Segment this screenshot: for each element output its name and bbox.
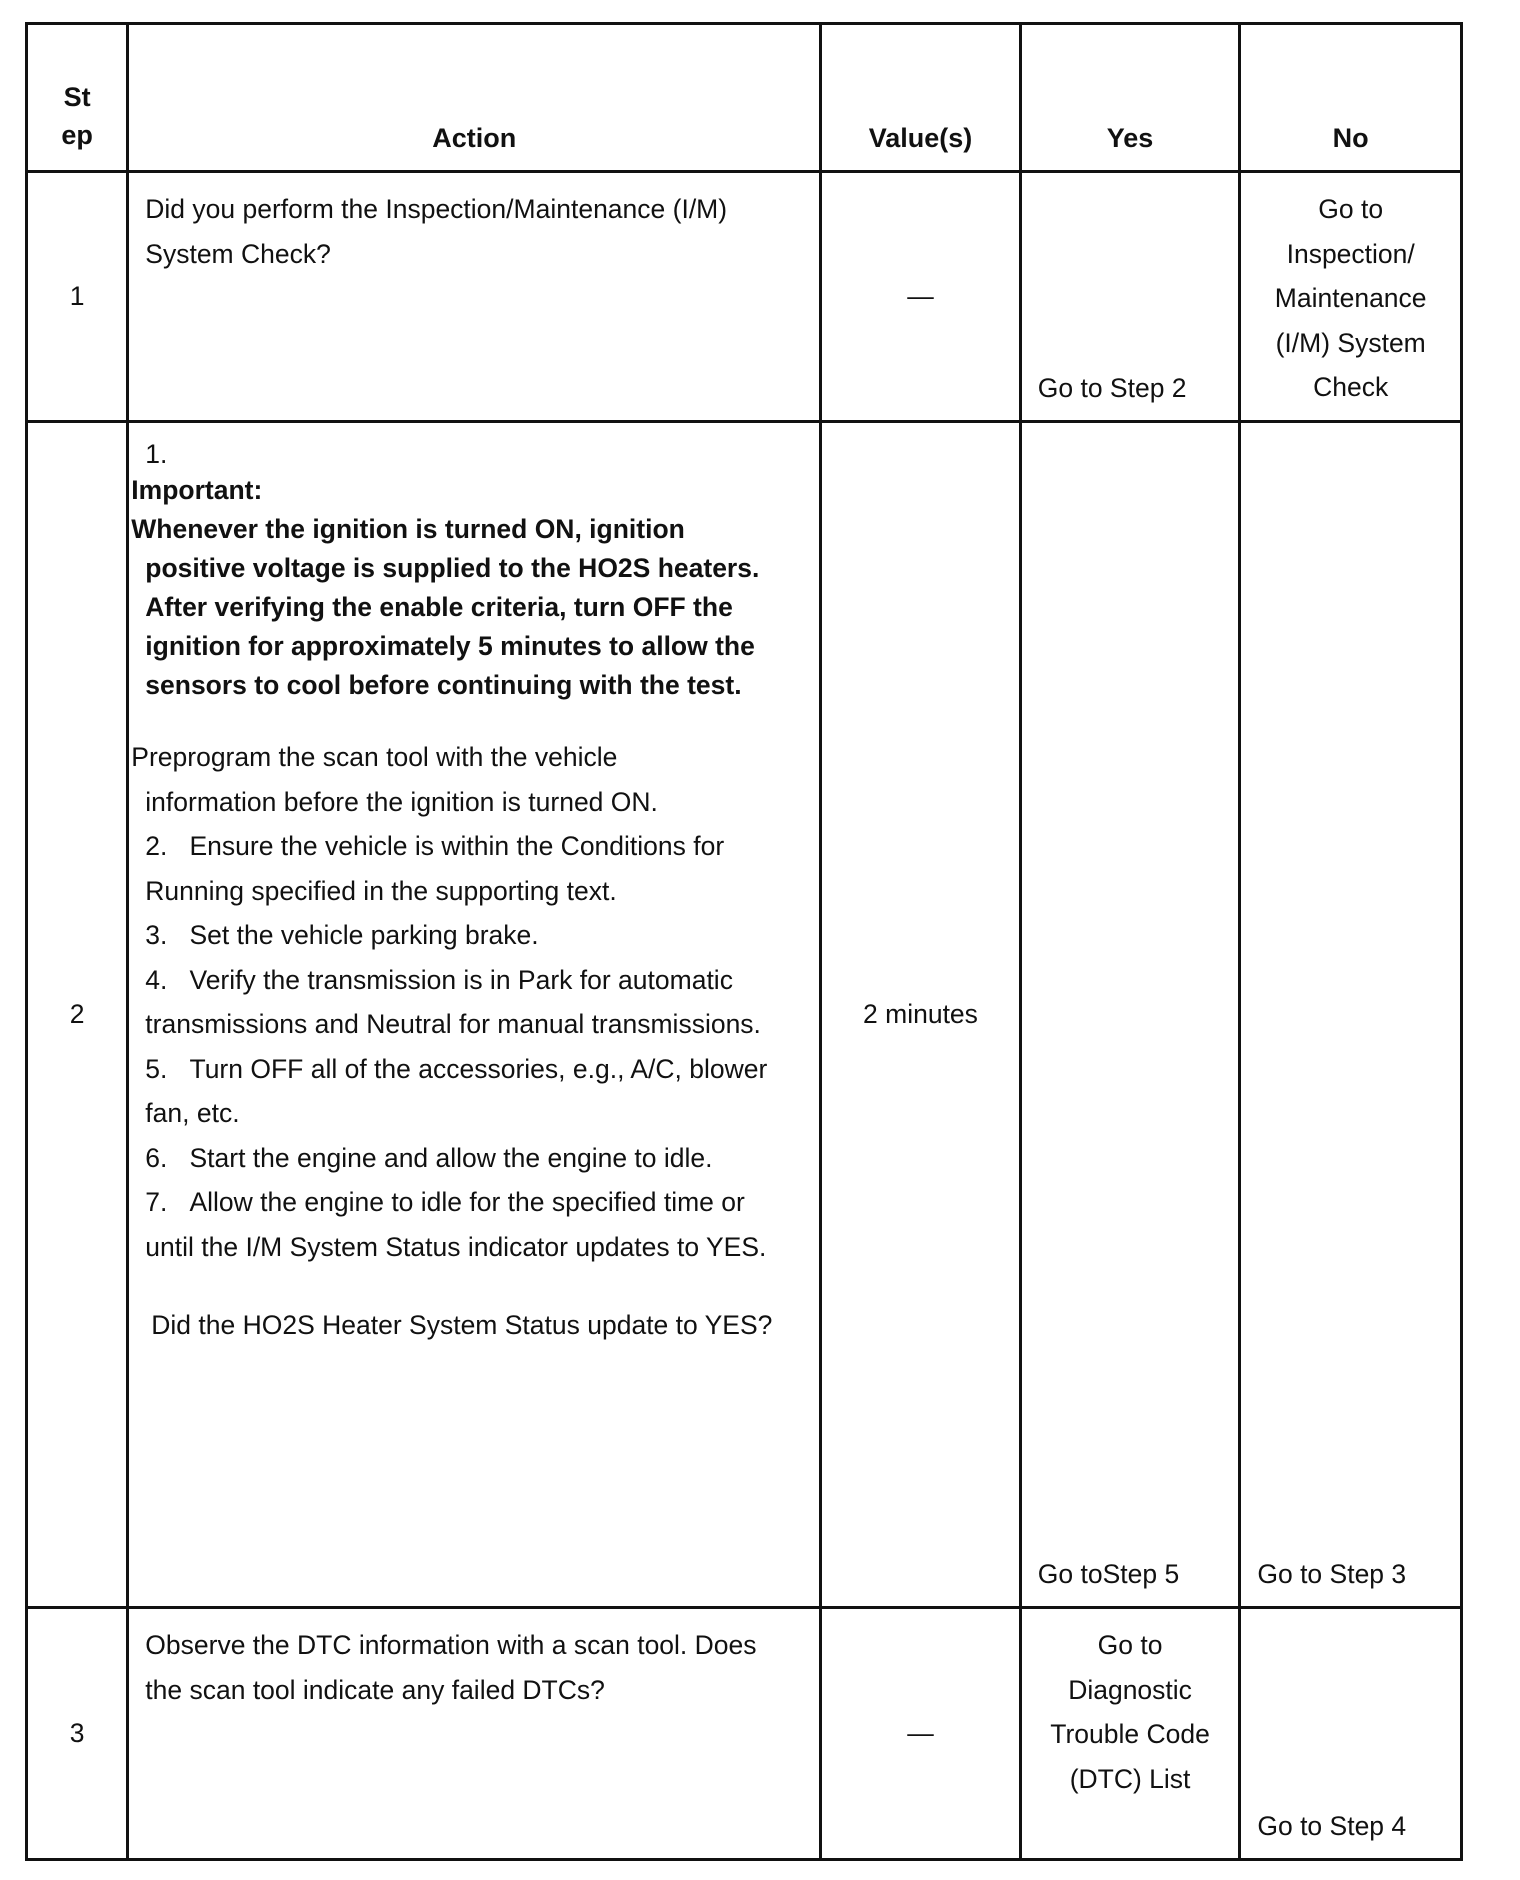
step-question: Did the HO2S Heater System Status update to YES? (151, 1310, 773, 1340)
item-number: 3. (145, 920, 168, 950)
important-note (131, 471, 779, 705)
table-row (27, 172, 1462, 422)
preprogram-note (131, 735, 779, 824)
item-number: 6. (145, 1142, 168, 1173)
important-label: Important: (131, 475, 263, 505)
step-number: 2 (27, 422, 128, 1608)
table-row (27, 1608, 1462, 1860)
item-1-number: 1. (145, 439, 168, 469)
item-number: 5. (145, 1053, 168, 1084)
list-item (145, 1047, 779, 1136)
preprogram-rest: information before the ignition is turned ON. (145, 786, 658, 817)
diagnostic-table (25, 22, 1463, 1861)
value-cell: — (821, 172, 1021, 422)
item-text: Ensure the vehicle is within the Conditions for Running specified in the supporting text. (145, 831, 725, 906)
header-step (27, 24, 128, 172)
value-cell: 2 minutes (821, 422, 1021, 1608)
action-cell (128, 422, 821, 1608)
list-item (145, 958, 779, 1047)
header-yes: Yes (1020, 24, 1240, 172)
step-number: 3 (27, 1608, 128, 1860)
header-values: Value(s) (821, 24, 1021, 172)
item-text: Allow the engine to idle for the specified time or until the I/M System Status indicator updates to YES. (145, 1187, 767, 1262)
item-text: Set the vehicle parking brake. (189, 920, 539, 950)
action-text: Did you perform the Inspection/Maintenance (I/M) System Check? (128, 172, 821, 422)
table-row (27, 422, 1462, 1608)
step-number: 1 (27, 172, 128, 422)
item-text: Start the engine and allow the engine to idle. (189, 1142, 713, 1173)
no-link[interactable]: Go to Inspection/ Maintenance (I/M) System Check (1240, 172, 1462, 422)
header-row (27, 24, 1462, 172)
preprogram-lead: Preprogram the scan tool with the vehicle (131, 742, 618, 772)
yes-link[interactable]: Go to Step 2 (1020, 172, 1240, 422)
spacer (145, 1269, 779, 1303)
spacer (145, 705, 779, 735)
item-number: 7. (145, 1187, 168, 1217)
list-item (145, 913, 779, 958)
header-no: No (1240, 24, 1462, 172)
item-text: Turn OFF all of the accessories, e.g., A/C, blower fan, etc. (145, 1053, 768, 1128)
yes-link[interactable]: Go to Diagnostic Trouble Code (DTC) List (1020, 1608, 1240, 1860)
action-text: Observe the DTC information with a scan tool. Does the scan tool indicate any failed DTCs? (128, 1608, 821, 1860)
item-text: Verify the transmission is in Park for automatic transmissions and Neutral for manual transmissions. (145, 964, 761, 1039)
yes-link[interactable]: Go toStep 5 (1020, 422, 1240, 1608)
list-item (145, 1136, 779, 1181)
item-number: 2. (145, 831, 168, 861)
no-link[interactable]: Go to Step 3 (1240, 422, 1462, 1608)
header-step-label: Step (61, 82, 93, 150)
list-item (145, 1180, 779, 1269)
value-cell: — (821, 1608, 1021, 1860)
list-item (145, 824, 779, 913)
item-number: 4. (145, 964, 168, 995)
important-text-lead: Whenever the ignition is turned ON, ignition (131, 514, 685, 544)
no-link[interactable]: Go to Step 4 (1240, 1608, 1462, 1860)
header-action: Action (128, 24, 821, 172)
important-text-rest: positive voltage is supplied to the HO2S heaters. After verifying the enable criteria, turn OFF the ignition for approximately 5 minutes to allow the sensors to cool before continuing with the test. (145, 553, 760, 700)
